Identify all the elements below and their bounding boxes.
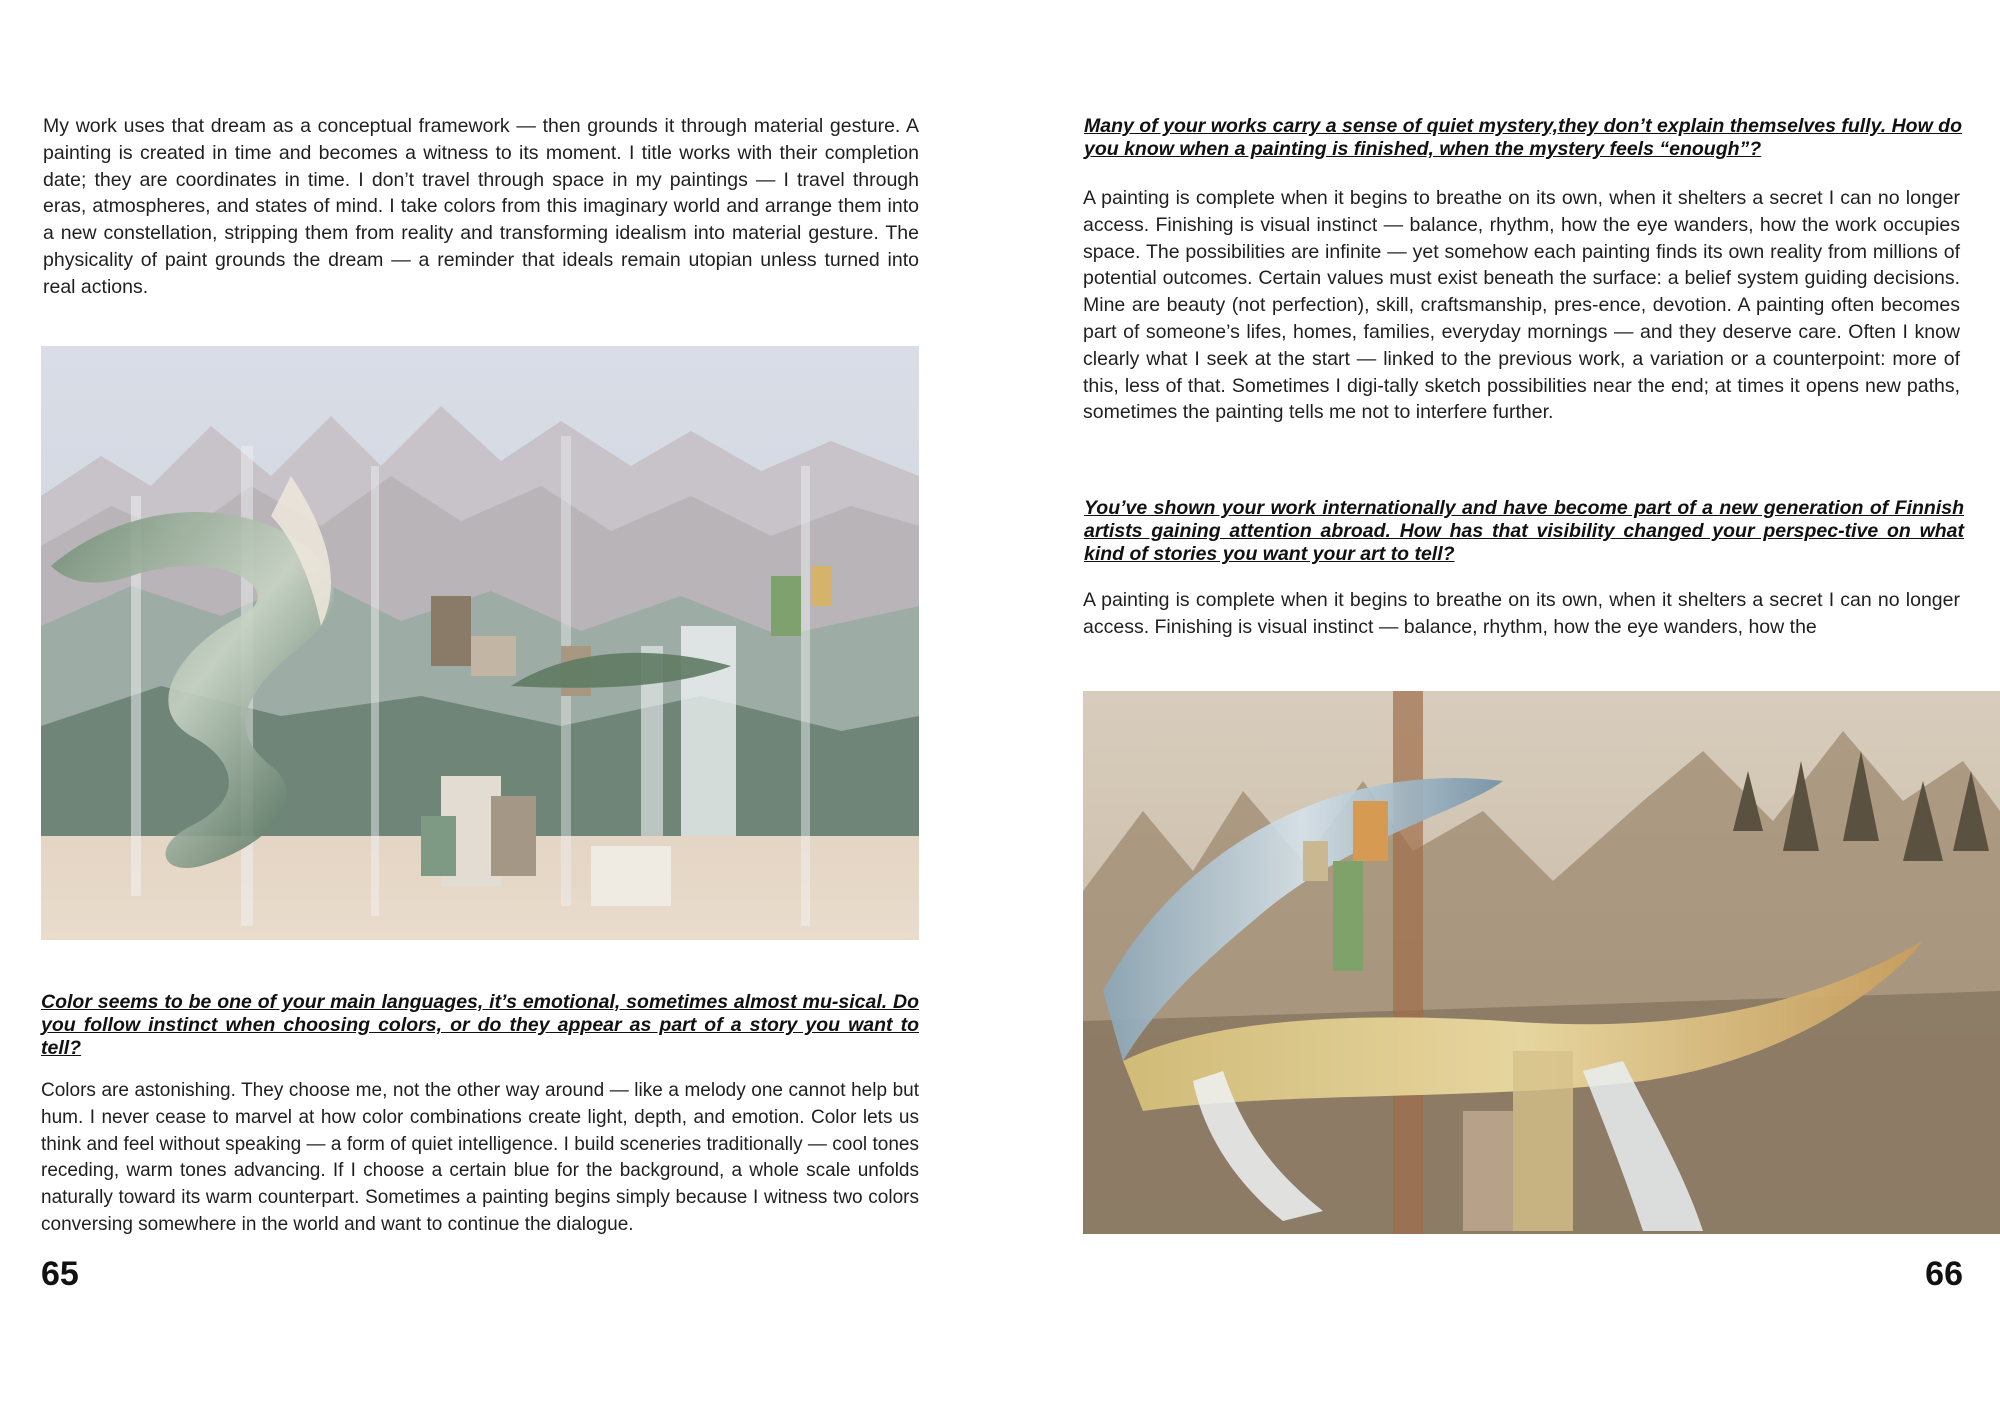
painting-forest-river-image [1083, 691, 2000, 1234]
painting-mountains-waterfall-image [41, 346, 919, 940]
interview-question-1: Many of your works carry a sense of quiet mystery,they don’t explain themselves fully. How do you know when a painting is finished, when the mystery feels “enough”? [1084, 115, 1962, 161]
interview-answer-2: A painting is complete when it begins to breathe on its own, when it shelters a secret I can no longer access. Finishing is visual instinct — balance, rhythm, how the eye wanders, how the [1083, 589, 1960, 638]
interview-answer-1: A painting is complete when it begins to breathe on its own, when it shelters a secret I can no longer access. Finishing is visual instinct — balance, rhythm, how the eye wanders, how the work occupies space. The possibilities are infinite — yet somehow each painting finds its own reality from millions of potential outcomes. Certain values must exist beneath the surface: a belief system guiding decisions. Mine are beauty (not perfection), skill, craftsmanship, pres-ence, devotion. A painting often becomes part of someone’s lifes, homes, families, everyday mornings — and they deserve care. Often I know clearly what I seek at the start — linked to the previous work, a variation or a counterpoint: more of this, less of that. Sometimes I digi-tally sketch possibilities near the end; at times it opens new paths, sometimes the painting tells me not to interfere further. [1083, 187, 1960, 424]
painting-mountains-waterfall [41, 346, 919, 940]
interview-question-2: You’ve shown your work internationally and have become part of a new generation of Finnish artists gaining attention abroad. How has that visibility changed your perspec-tive on what kind of stories you want your art to tell? [1084, 497, 1964, 566]
right-page [1000, 0, 2000, 1414]
interview-answer: Colors are astonishing. They choose me, not the other way around — like a melody one cannot help but hum. I never cease to marvel at how color combinations create light, depth, and emotion. Color lets us think and feel without speaking — a form of quiet intelligence. I build sceneries traditionally — cool tones receding, warm tones advancing. If I choose a certain blue for the background, a whole scale unfolds naturally toward its warm counterpart. Sometimes a painting begins simply because I witness two colors conversing somewhere in the world and want to continue the dialogue. [41, 1080, 919, 1235]
page-number: 66 [1925, 1255, 1963, 1293]
page-number: 65 [41, 1255, 79, 1293]
painting-forest-river [1083, 691, 2000, 1234]
intro-paragraph: My work uses that dream as a conceptual framework — then grounds it through material gesture. A painting is created in time and becomes a witness to its moment. I title works with their completion date; they are coordinates in time. I don’t travel through space in my paintings — I travel through eras, atmospheres, and states of mind. I take colors from this imaginary world and arrange them into a new constellation, stripping them from reality and transforming idealism into material gesture. The physicality of paint grounds the dream — a reminder that ideals remain utopian unless turned into real actions. [43, 115, 919, 298]
interview-question: Color seems to be one of your main languages, it’s emotional, sometimes almost mu-sical. Do you follow instinct when choosing colors, or do they appear as part of a story you want to tell? [41, 991, 919, 1060]
